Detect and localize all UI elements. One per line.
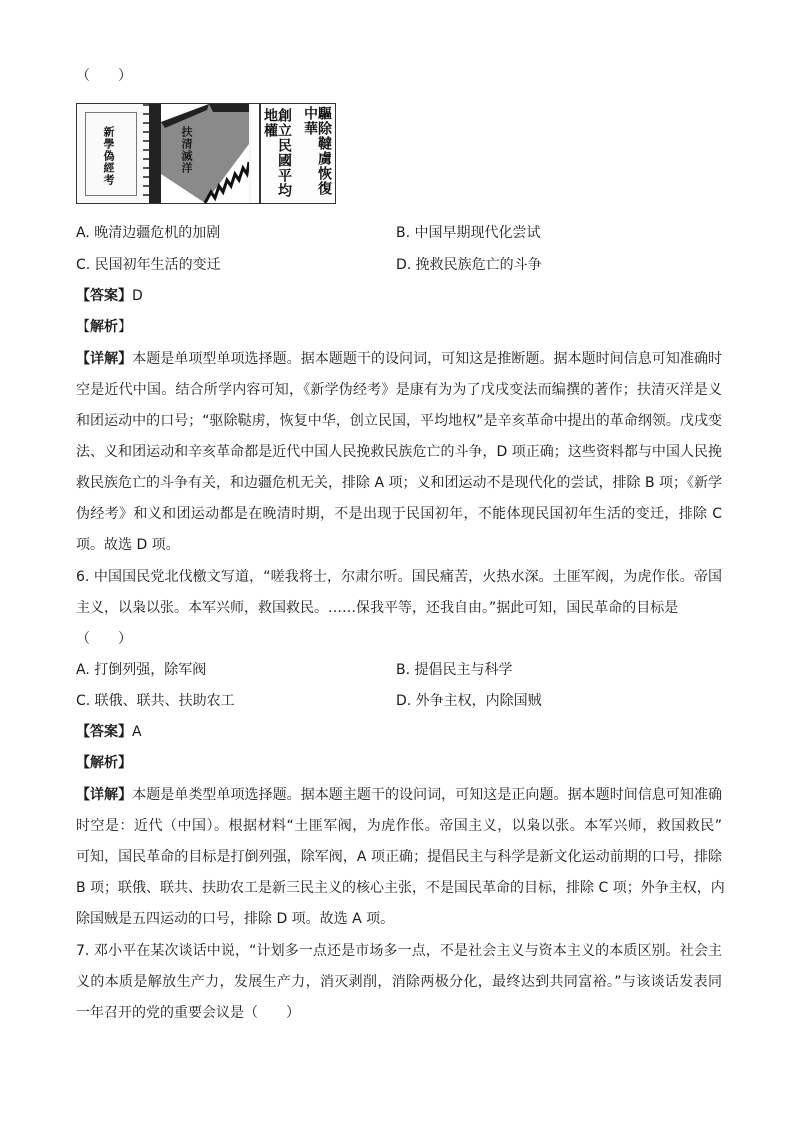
q5-analysis-heading: 【解析】 — [76, 319, 132, 335]
q5-figure — [76, 103, 336, 204]
q6-detail-line-5: 除国贼是五四运动的口号，排除 D 项。故选 A 项。 — [76, 911, 395, 927]
q5-option-d[interactable]: D. 挽救民族危亡的斗争 — [396, 257, 542, 273]
slogan-right: 驅除韃虜恢復中華 — [302, 106, 332, 196]
q6-detail-line-3: 可知，国民革命的目标是打倒列强，除军阀，A 项正确；提倡民主与科学是新文化运动前期的口号，排除 — [76, 849, 722, 865]
q6-detail-line-4: B 项；联俄、联共、扶助农工是新三民主义的核心主张，不是国民革命的目标，排除 C 项；外争主权，内 — [76, 880, 725, 896]
q5-detail-line-4: 法、义和团运动和辛亥革命都是近代中国人民挽救民族危亡的斗争，D 项正确；这些资料都与中国人民挽 — [76, 444, 722, 460]
q6-option-d[interactable]: D. 外争主权，内除国贼 — [396, 693, 542, 709]
book-title: 新學偽經考 — [102, 126, 115, 186]
book-cover-image — [77, 104, 149, 203]
detail-text: 本题是单项型单项选择题。据本题题干的设问词，可知这是推断题。据本题时间信息可知准确时 — [132, 351, 723, 367]
q7-stem-line-2: 义的本质是解放生产力，发展生产力，消灭剥削，消除两极分化，最终达到共同富裕。”与该谈话发表同 — [76, 974, 722, 990]
analysis-label: 解析 — [90, 319, 118, 335]
banner-text: 扶清滅洋 — [180, 126, 193, 174]
q7-stem-line-3: 一年召开的党的重要会议是（ ） — [76, 1005, 300, 1021]
slogan-image — [251, 104, 335, 203]
q6-option-a[interactable]: A. 打倒列强，除军阀 — [76, 662, 207, 678]
q5-answer — [76, 286, 143, 306]
slogan-left: 創立民國平均地權 — [262, 108, 292, 198]
q6-detail-line-1 — [76, 785, 722, 805]
q7-stem-line-1: 7. 邓小平在某次谈话中说，“计划多一点还是市场多一点，不是社会主义与资本主义的本质区别。社会主 — [76, 943, 722, 959]
q5-option-c[interactable]: C. 民国初年生活的变迁 — [76, 257, 221, 273]
detail-label: 【详解】 — [76, 787, 133, 803]
q6-option-c[interactable]: C. 联俄、联共、扶助农工 — [76, 693, 235, 709]
q6-analysis-heading: 【解析】 — [76, 755, 132, 771]
q6-answer — [76, 722, 142, 742]
q5-option-b[interactable]: B. 中国早期现代化尝试 — [396, 225, 541, 241]
answer-value: D — [132, 288, 143, 304]
banner-flag-image — [149, 104, 249, 203]
q5-detail-line-5: 救民族危亡的斗争有关，和边疆危机无关，排除 A 项；义和团运动不是现代化的尝试，排除 B 项；《新学 — [76, 475, 722, 491]
q6-detail-line-2: 时空是：近代（中国）。根据材料“土匪军阀，为虎作伥。帝国主义，以枭以张。本军兴师，救国救民” — [76, 818, 722, 834]
answer-value: A — [132, 724, 142, 740]
detail-text: 本题是单类型单项选择题。据本题主题干的设问词，可知这是正向题。据本题时间信息可知准确 — [132, 787, 723, 803]
q5-detail-line-1 — [76, 349, 722, 369]
answer-label: 【答案】 — [76, 288, 132, 304]
q5-detail-line-7: 项。故选 D 项。 — [76, 537, 180, 553]
q5-detail-line-2: 空是近代中国。结合所学内容可知，《新学伪经考》是康有为为了戊戌变法而编撰的著作；扶清灭洋是义 — [76, 382, 722, 398]
q5-detail-line-6: 伪经考》和义和团运动都是在晚清时期，不是出现于民国初年，不能体现民国初年生活的变迁，排除 C — [76, 506, 722, 522]
detail-label: 【详解】 — [76, 351, 133, 367]
q6-stem-line-1: 6. 中国国民党北伐檄文写道，“嗟我将士，尔肃尔听。国民痛苦，火热水深。土匪军阀，为虎作伥。帝国 — [76, 569, 722, 585]
q5-paren: （ ） — [76, 68, 132, 84]
q5-option-a[interactable]: A. 晚清边疆危机的加剧 — [76, 225, 221, 241]
q6-stem-line-3: （ ） — [76, 631, 132, 647]
q6-option-b[interactable]: B. 提倡民主与科学 — [396, 662, 513, 678]
q6-stem-line-2: 主义，以枭以张。本军兴师，救国救民。……保我平等，还我自由。”据此可知，国民革命的目标是 — [76, 600, 679, 616]
answer-label: 【答案】 — [76, 724, 132, 740]
q5-detail-line-3: 和团运动中的口号；“驱除鞑虏，恢复中华，创立民国，平均地权”是辛亥革命中提出的革命纲领。戊戌变 — [76, 413, 722, 429]
